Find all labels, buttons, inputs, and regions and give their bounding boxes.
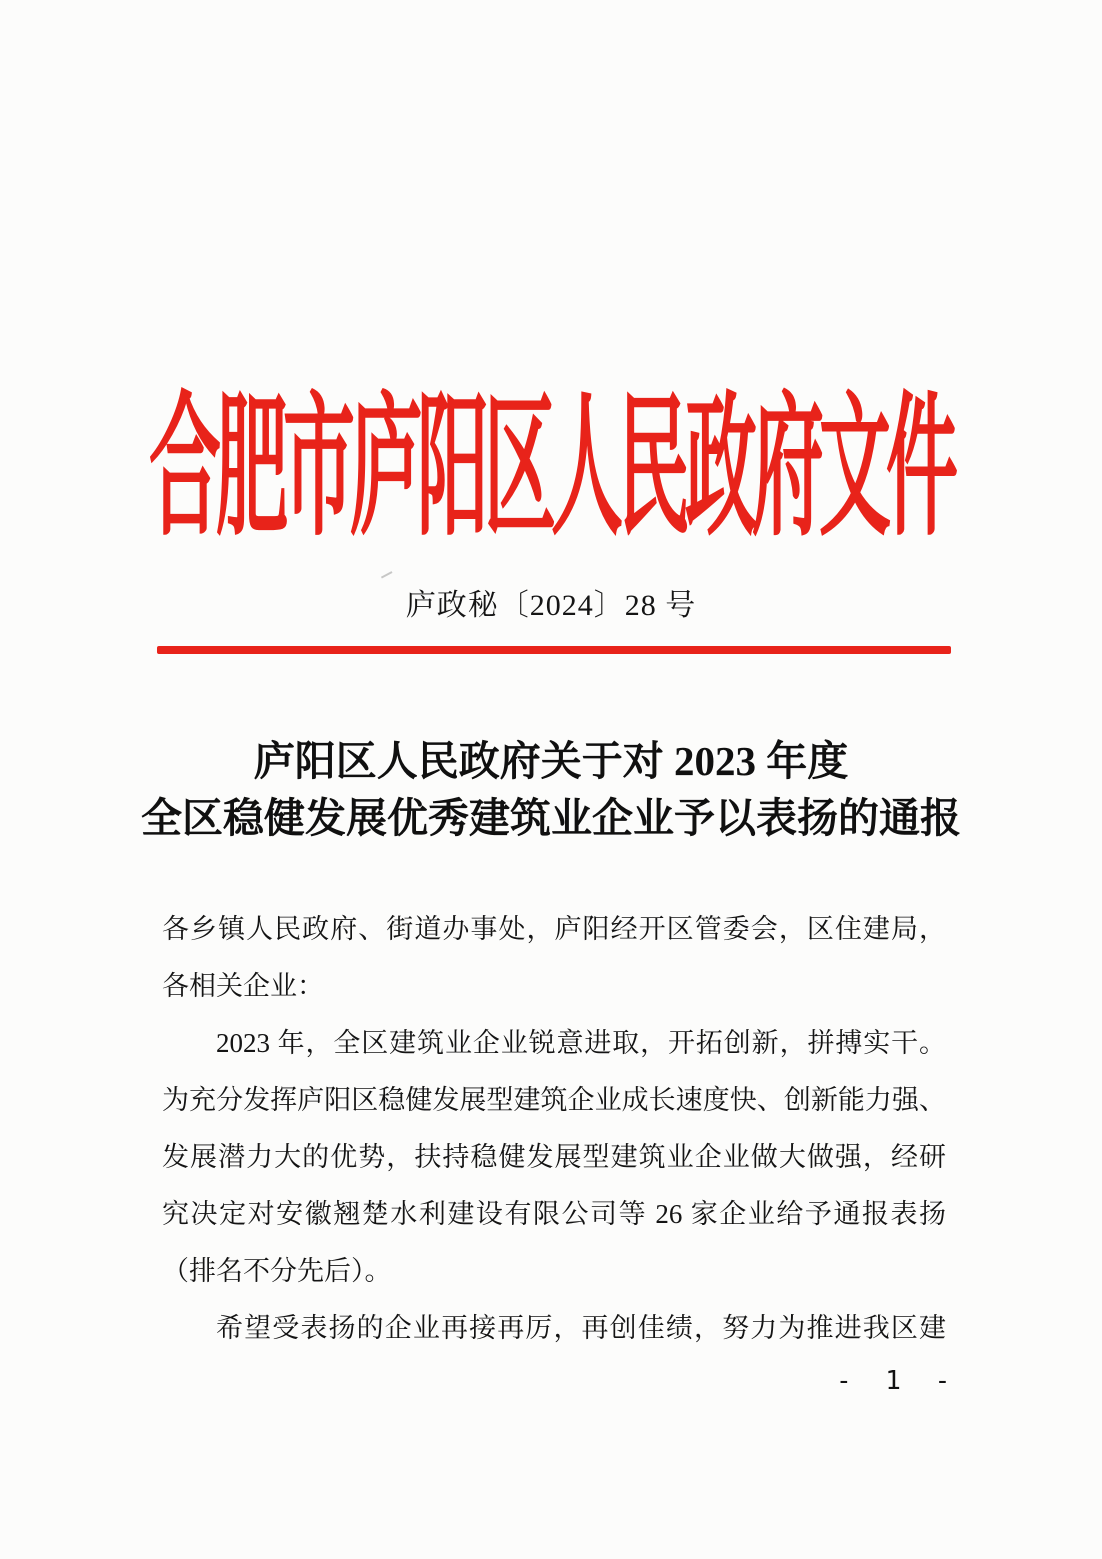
body-line-5: 发展潜力大的优势，扶持稳健发展型建筑业企业做大做强，经研 (162, 1142, 946, 1172)
stray-pen-mark (380, 568, 393, 578)
page-number: - 1 - (836, 1366, 960, 1396)
body-line-2: 各相关企业： (162, 971, 324, 1001)
title-line-1: 庐阳区人民政府关于对 2023 年度 (253, 738, 849, 784)
body-line-8: 希望受表扬的企业再接再厉，再创佳绩，努力为推进我区建 (216, 1313, 946, 1343)
document-title (0, 733, 1102, 847)
document-number: 庐政秘〔2024〕28 号 (405, 589, 697, 622)
body-line-3: 2023 年，全区建筑业企业锐意进取，开拓创新，拼搏实干。 (216, 1028, 946, 1058)
body-line-6: 究决定对安徽翘楚水利建设有限公司等 26 家企业给予通报表扬 (162, 1199, 946, 1229)
body-line-4: 为充分发挥庐阳区稳健发展型建筑企业成长速度快、创新能力强、 (162, 1085, 946, 1115)
body-line-1: 各乡镇人民政府、街道办事处，庐阳经开区管委会，区住建局， (162, 914, 946, 944)
body-line-7: （排名不分先后）。 (162, 1256, 392, 1286)
red-header-banner: 合肥市庐阳区人民政府文件 (148, 382, 953, 555)
document-body (162, 901, 946, 1357)
red-separator-line (157, 646, 951, 654)
title-line-2: 全区稳健发展优秀建筑业企业予以表扬的通报 (141, 795, 961, 841)
